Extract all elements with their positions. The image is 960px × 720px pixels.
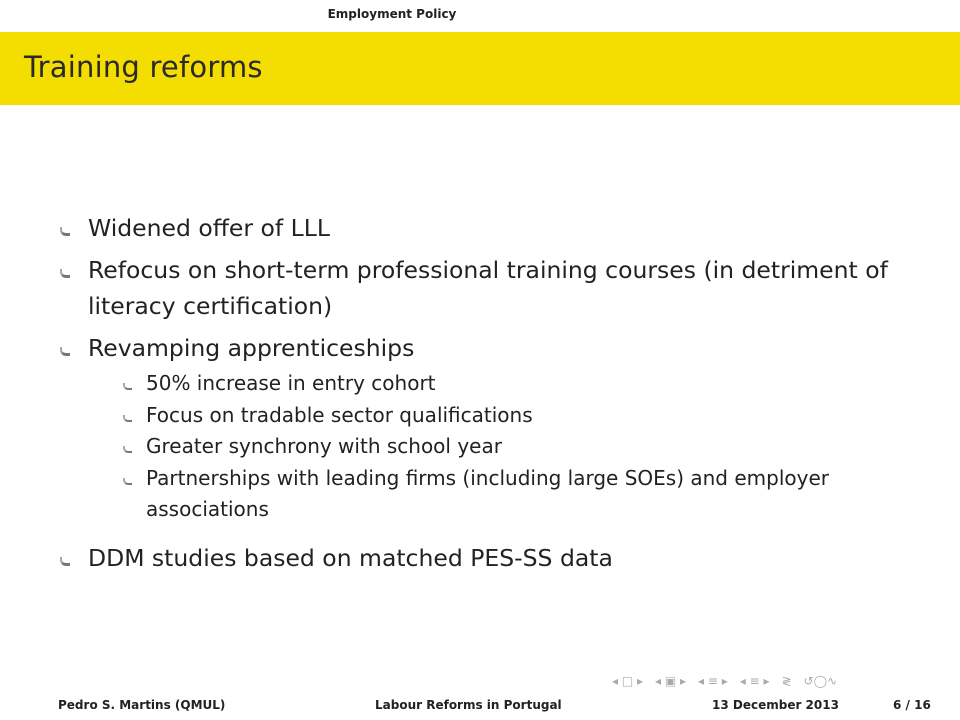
bullet-text: Revamping apprenticeships bbox=[88, 334, 415, 362]
footer-date: 13 December 2013 bbox=[712, 698, 839, 712]
bullet-icon bbox=[60, 227, 70, 236]
nav-search-icon[interactable]: ↺◯∿ bbox=[803, 674, 838, 688]
sub-bullet-item bbox=[118, 431, 920, 463]
sub-bullet-item bbox=[118, 368, 920, 400]
sub-bullet-text: Focus on tradable sector qualifications bbox=[146, 402, 533, 427]
bullet-item bbox=[60, 210, 920, 246]
sub-bullet-item bbox=[118, 400, 920, 432]
sub-bullet-text: Partnerships with leading firms (including large SOEs) and employer associations bbox=[146, 465, 829, 521]
footer bbox=[0, 698, 960, 718]
slide-title: Training reforms bbox=[24, 50, 263, 84]
bullet-item bbox=[60, 540, 920, 576]
bullet-text: DDM studies based on matched PES-SS data bbox=[88, 543, 613, 572]
sub-bullet-icon bbox=[123, 415, 132, 422]
footer-title: Labour Reforms in Portugal bbox=[375, 698, 562, 712]
bullet-item bbox=[60, 252, 920, 324]
sub-bullet-item bbox=[118, 463, 920, 526]
footer-page-number: 6 / 16 bbox=[893, 698, 931, 712]
beamer-navigation bbox=[612, 671, 952, 691]
nav-align-icon[interactable]: ≷ bbox=[781, 674, 792, 688]
bullet-text: Widened offer of LLL bbox=[88, 214, 330, 242]
bullet-icon bbox=[60, 347, 70, 356]
bullet-icon bbox=[60, 269, 70, 278]
footer-author: Pedro S. Martins (QMUL) bbox=[58, 698, 226, 712]
bullet-text: Refocus on short-term professional training courses (in detriment of literacy certification) bbox=[88, 256, 888, 320]
sub-bullet-list bbox=[88, 368, 920, 526]
sub-bullet-text: 50% increase in entry cohort bbox=[146, 371, 436, 395]
nav-first-icon[interactable]: ◂ □ ▸ bbox=[612, 674, 644, 688]
nav-prev-icon[interactable]: ◂ ▣ ▸ bbox=[655, 674, 687, 688]
sub-bullet-icon bbox=[123, 446, 132, 453]
header-section-title: Employment Policy bbox=[327, 7, 457, 21]
sub-bullet-text: Greater synchrony with school year bbox=[146, 434, 502, 458]
nav-subsection-icon[interactable]: ◂ ≡ ▸ bbox=[739, 674, 770, 688]
bullet-list bbox=[60, 210, 920, 576]
sub-bullet-icon bbox=[123, 383, 132, 390]
bullet-item bbox=[60, 330, 920, 526]
sub-bullet-icon bbox=[123, 478, 132, 485]
bullet-icon bbox=[60, 557, 70, 566]
nav-section-icon[interactable]: ◂ ≡ ▸ bbox=[698, 674, 728, 688]
